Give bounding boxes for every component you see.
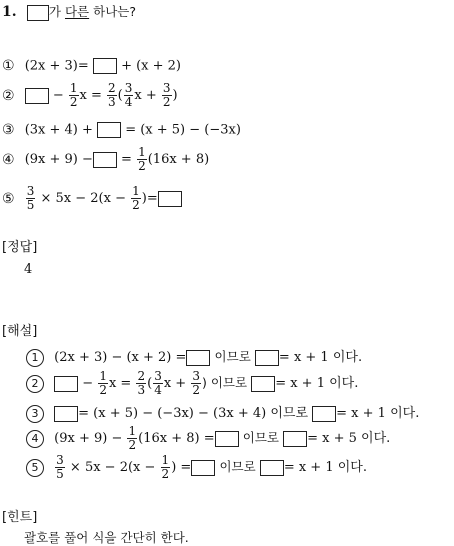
fraction: $\frac{3}{2}$ [162,81,171,109]
blank-box [251,376,275,392]
solution-item-2 [26,370,358,397]
solution-expr: = (x + 5) − (−3x) − (3x + 4) 이므로 [78,406,309,421]
choice-expr: × 5x − 2(x − [40,191,126,206]
fraction: $\frac{1}{2}$ [128,424,137,452]
circled-number: 2 [26,375,44,393]
solution-expr: = x + 1 이다. [275,376,359,391]
fraction: $\frac{2}{3}$ [137,369,146,397]
choice-expr: = (x + 5) − (−3x) [125,122,241,138]
fraction: $\frac{1}{2}$ [69,81,78,109]
fraction: $\frac{3}{5}$ [26,184,35,212]
choice-expr: x + [134,88,157,103]
blank-box [312,406,336,422]
blank-box [158,191,182,207]
solution-expr: = x + 5 이다. [307,431,391,446]
answer-label: [정답] [2,240,38,255]
solution-item-1 [26,346,362,367]
blank-box [54,376,78,392]
choice-marker: ① [2,58,15,74]
blank-box [215,431,239,447]
underlined-word: 다른 [64,4,90,19]
blank-box [93,58,117,74]
choice-4[interactable] [2,146,209,173]
solution-expr: = x + 1 이다. [283,460,367,475]
solution-expr: x = [108,376,132,391]
choice-2[interactable] [2,82,178,109]
blank-box [260,460,284,476]
circled-number: 5 [26,459,44,477]
circled-number: 1 [26,349,44,367]
solution-expr: x + [163,376,187,391]
solution-expr: 이므로 [242,430,279,445]
solution-expr: 이므로 [219,459,256,474]
fraction: $\frac{3}{2}$ [192,369,200,397]
choice-3[interactable] [2,122,241,138]
question-text: 가 [48,4,65,19]
blank-box [255,350,279,366]
blank-box [93,152,117,168]
blank-box [25,88,49,104]
solution-expr: 이므로 [214,349,251,364]
fraction: $\frac{2}{3}$ [108,81,116,109]
choice-expr: (9x + 9) − [24,152,93,167]
choice-marker: ② [2,87,15,104]
choice-expr: )= [141,191,158,206]
fraction: $\frac{1}{2}$ [132,184,140,212]
choice-expr: + (x + 2) [121,58,181,74]
hint-text: 괄호를 풀어 식을 간단히 한다. [24,530,189,545]
choice-marker: ⑤ [2,190,15,207]
circled-number: 3 [26,405,44,423]
blank-box [186,350,210,366]
blank-box [27,5,49,21]
solution-item-5 [26,454,367,481]
choice-1[interactable] [2,58,181,74]
fraction: $\frac{1}{2}$ [161,453,170,481]
choice-expr: (16x + 8) [147,152,210,167]
choice-expr: ( [117,88,123,103]
fraction: $\frac{3}{4}$ [154,369,162,397]
blank-box [97,122,121,138]
choice-expr: (2x + 3)= [24,58,89,74]
choice-expr: x = [79,88,102,103]
choice-5[interactable] [2,185,182,212]
fraction: $\frac{3}{5}$ [56,453,64,481]
solution-expr: (2x + 3) − (x + 2) = [54,350,187,365]
choice-marker: ③ [2,122,15,138]
question [2,2,136,21]
question-number: 1. [2,4,17,20]
solution-item-4 [26,425,390,452]
question-text-end: 하나는? [89,4,136,19]
blank-box [191,460,215,476]
solution-expr: ) = [171,460,192,475]
solution-expr: ) 이므로 [201,375,248,390]
solution-item-3 [26,402,419,423]
choice-expr: − [52,88,64,103]
choice-expr: (3x + 4) + [24,122,93,138]
solution-label: [해설] [2,324,38,339]
solution-expr: ( [147,376,153,391]
fraction: $\frac{1}{2}$ [138,145,146,173]
choice-expr: ) [172,88,178,103]
solution-expr: (9x + 9) − [54,431,123,446]
hint-label: [힌트] [2,510,38,525]
solution-expr: = x + 1 이다. [278,350,363,365]
blank-box [283,431,307,447]
solution-expr: (16x + 8) = [138,431,215,446]
circled-number: 4 [26,430,44,448]
blank-box [54,406,78,422]
choice-marker: ④ [2,151,15,168]
choice-expr: = [121,152,132,167]
solution-expr: × 5x − 2(x − [69,460,156,475]
fraction: $\frac{1}{2}$ [99,369,107,397]
answer-value: 4 [24,262,33,277]
fraction: $\frac{3}{4}$ [124,81,133,109]
solution-expr: − [82,376,94,391]
solution-expr: = x + 1 이다. [336,406,420,421]
